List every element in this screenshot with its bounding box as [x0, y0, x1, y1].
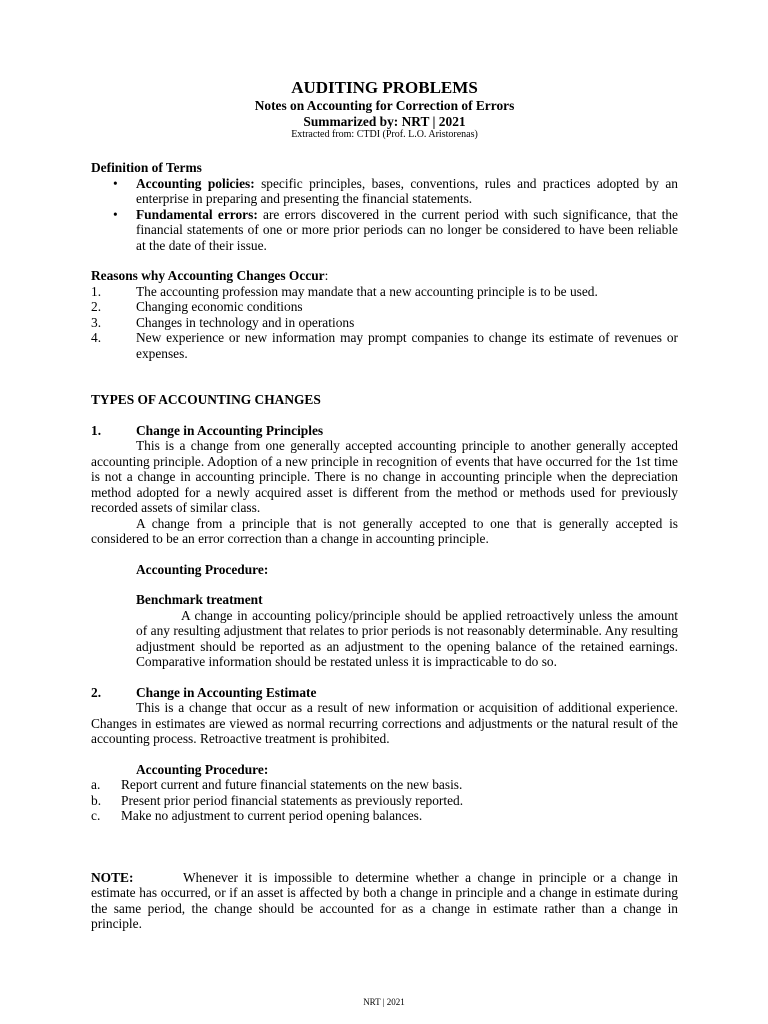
principles-procedure-heading: Accounting Procedure:: [136, 561, 269, 577]
page-footer: NRT | 2021: [363, 997, 405, 1007]
reasons-list: [91, 284, 678, 362]
reasons-heading: Reasons why Accounting Changes Occur:: [91, 268, 329, 283]
definition-text: specific principles, bases, conventions, rules and practices adopted by an enterprise in preparing and presenting the financial statements.: [136, 175, 678, 206]
types-heading: TYPES OF ACCOUNTING CHANGES: [91, 392, 321, 407]
procedure-step: a. Report current and future financial statements on the new basis.: [91, 777, 463, 792]
principles-paragraph-1: This is a change from one generally accepted accounting principle to another generally accepted accounting principle. Adoption of a new principle in recognition of events that have occurred for the 1st time is not a change in accounting principle. There is no change in accounting principle when the depreciation method adopted for a newly acquired asset is different from the method or methods used for previously recorded assets of similar class.: [91, 438, 678, 515]
estimate-paragraph-1: This is a change that occur as a result of new information or acquisition of additional experience. Changes in estimates are viewed as normal recurring corrections and adjustments or the natural result of the accounting process. Retroactive treatment is prohibited.: [91, 700, 678, 746]
estimate-procedure-heading: Accounting Procedure:: [136, 761, 269, 777]
definition-text: are errors discovered in the current period with such significance, that the financial statements of one or more prior periods can no longer be considered to have been reliable at the date of their issue.: [136, 206, 678, 253]
benchmark-text: A change in accounting policy/principle should be applied retroactively unless the amount of any resulting adjustment that relates to prior periods is not reasonably determinable. Any resulting adjustment should be reported as an adjustment to the opening balance of the retained earnings. Comparative information should be restated unless it is impracticable to do so.: [136, 607, 678, 669]
principles-paragraph-2: A change from a principle that is not generally accepted to one that is generally accepted is considered to be an error correction than a change in accounting principle.: [91, 515, 678, 546]
reason-item: 4. New experience or new information may prompt companies to change its estimate of revenues or expenses.: [91, 330, 678, 361]
reason-item: 2. Changing economic conditions: [91, 299, 303, 314]
note-label: NOTE:: [91, 869, 134, 885]
definition-item: [91, 176, 678, 207]
document-title: AUDITING PROBLEMS: [291, 78, 478, 97]
section-estimate-heading: 2. Change in Accounting Estimate: [91, 684, 317, 700]
procedure-step: b. Present prior period financial statements as previously reported.: [91, 792, 464, 808]
section-principles-heading: 1. Change in Accounting Principles: [91, 422, 324, 438]
document-subtitle: Notes on Accounting for Correction of Errors: [254, 98, 515, 113]
procedure-step: c. Make no adjustment to current period opening balances.: [91, 808, 423, 823]
document-page: [91, 78, 678, 932]
summarized-by: Summarized by: NRT | 2021: [303, 113, 466, 129]
benchmark-heading: Benchmark treatment: [136, 592, 263, 607]
definitions-heading: Definition of Terms: [91, 160, 202, 175]
note-paragraph: [91, 870, 678, 932]
extracted-from: Extracted from: CTDI (Prof. L.O. Aristorenas): [291, 129, 478, 140]
definitions-list: [91, 176, 678, 254]
definition-term: Accounting policies:: [136, 175, 255, 191]
reason-item: 1. The accounting profession may mandate that a new accounting principle is to be used.: [91, 283, 598, 299]
estimate-procedure-list: [91, 777, 678, 824]
reason-item: 3. Changes in technology and in operations: [91, 314, 355, 330]
note-text: Whenever it is impossible to determine whether a change in principle or a change in estimate has occurred, or if an asset is affected by both a change in principle and a change in estimate during the same period, the change should be accounted for as a change in estimate rather than a change in principle.: [91, 869, 678, 931]
definition-item: [91, 207, 678, 254]
definition-term: Fundamental errors:: [136, 206, 258, 222]
